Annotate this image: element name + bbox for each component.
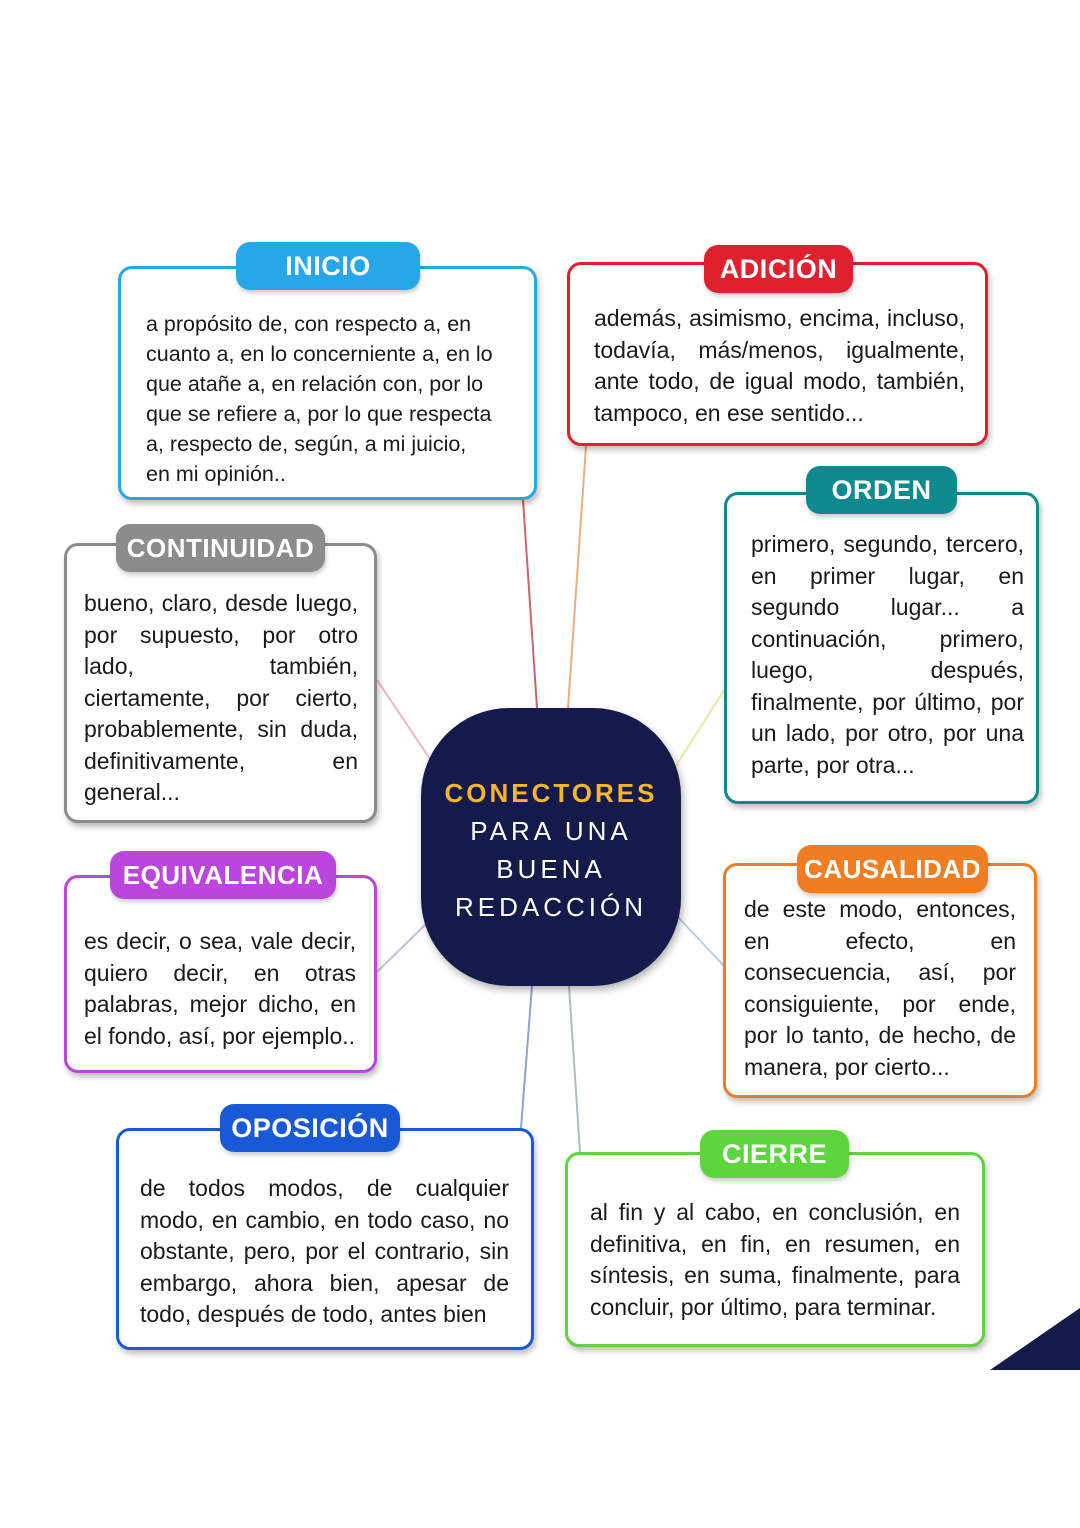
link-inicio <box>523 500 537 708</box>
orden-box <box>724 492 1039 804</box>
link-oposicion <box>521 986 532 1128</box>
causalidad-text: de este modo, entonces, en efecto, en consecuencia, así, por consiguiente, por ende, por lo tanto, de hecho, de manera, por cierto... <box>744 896 1016 1080</box>
orden-text: primero, segundo, tercero, en primer lugar, en segundo lugar... a continuación, primero, luego, después, finalmente, por último, por un lado, por otro, por una parte, por otra... <box>751 531 1024 778</box>
center-title-line-3: BUENA <box>496 854 606 884</box>
inicio-box <box>118 266 537 500</box>
center-title-line-2: PARA UNA <box>470 816 632 846</box>
link-orden <box>676 690 724 766</box>
cierre-text: al fin y al cabo, en conclusión, en definitiva, en fin, en resumen, en síntesis, en suma, finalmente, para concluir, por último, para terminar. <box>590 1199 960 1320</box>
inicio-text: a propósito de, con respecto a, en cuanto a, en lo concerniente a, en lo que atañe a, en relación con, por lo que se refiere a, por lo que respecta a, respecto de, según, a mi juicio, en mi opinión.. <box>146 312 493 486</box>
equivalencia-text: es decir, o sea, vale decir, quiero decir, en otras palabras, mejor dicho, en el fondo, así, por ejemplo.. <box>84 928 356 1049</box>
cierre-badge: CIERRE <box>700 1130 849 1178</box>
oposicion-box <box>116 1128 534 1350</box>
adicion-badge: ADICIÓN <box>704 245 853 293</box>
causalidad-badge: CAUSALIDAD <box>797 845 988 893</box>
orden-badge: ORDEN <box>806 466 957 514</box>
oposicion-text: de todos modos, de cualquier modo, en cambio, en todo caso, no obstante, pero, por el contrario, sin embargo, ahora bien, apesar de todo, después de todo, antes bien <box>140 1175 509 1327</box>
causalidad-box <box>723 863 1037 1098</box>
center-title-line-4: REDACCIÓN <box>454 892 647 922</box>
link-equivalencia <box>377 922 428 972</box>
equivalencia-box <box>64 875 377 1073</box>
link-continuidad <box>377 680 432 762</box>
link-adicion <box>568 446 586 708</box>
center-title-node <box>421 708 681 986</box>
continuidad-text: bueno, claro, desde luego, por supuesto, por otro lado, también, ciertamente, por cierto, probablemente, sin duda, definitivamente, en general... <box>84 590 358 805</box>
continuidad-badge: CONTINUIDAD <box>116 524 325 572</box>
inicio-badge: INICIO <box>236 242 420 290</box>
oposicion-badge: OPOSICIÓN <box>220 1104 400 1152</box>
link-cierre <box>569 986 580 1152</box>
adicion-text: además, asimismo, encima, incluso, todavía, más/menos, igualmente, ante todo, de igual modo, también, tampoco, en ese sentido... <box>594 305 965 426</box>
center-title-line-1: CONECTORES <box>444 778 658 808</box>
cierre-box <box>565 1152 985 1347</box>
continuidad-box <box>64 543 377 823</box>
link-causalidad <box>677 916 724 966</box>
equivalencia-badge: EQUIVALENCIA <box>110 851 336 899</box>
